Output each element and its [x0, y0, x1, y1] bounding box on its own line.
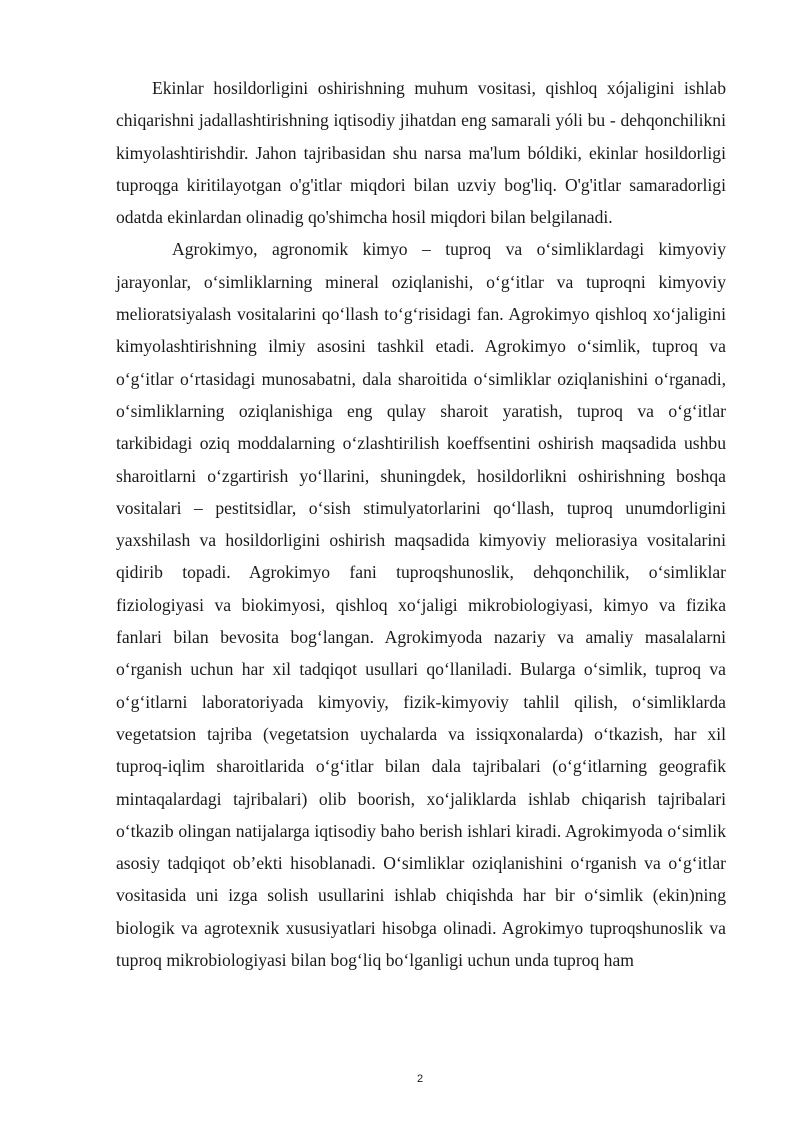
body-text — [116, 72, 726, 976]
paragraph-2: Agrokimyo, agronomik kimyo – tuproq va oʻsimliklardagi kimyoviy jarayonlar, oʻsimliklarning mineral oziqlanishi, oʻgʻitlar va tuproqni kimyoviy melioratsiyalash vositalarini qoʻllash toʻgʻrisidagi fan. Agrokimyo qishloq xoʻjaligini kimyolashtirishning ilmiy asosini tashkil etadi. Agrokimyo oʻsimlik, tuproq va oʻgʻitlar oʻrtasidagi munosabatni, dala sharoitida oʻsimliklar oziqlanishini oʻrganadi, oʻsimliklarning oziqlanishiga eng qulay sharoit yaratish, tuproq va oʻgʻitlar tarkibidagi oziq moddalarning oʻzlashtirilish koeffsentini oshirish maqsadida ushbu sharoitlarni oʻzgartirish yoʻllarini, shuningdek, hosildorlikni oshirishning boshqa vositalari – pestitsidlar, oʻsish stimulyatorlarini qoʻllash, tuproq unumdorligini yaxshilash va hosildorligini oshirish maqsadida kimyoviy meliorasiya vositalarini qidirib topadi. Agrokimyo fani tuproqshunoslik, dehqonchilik, oʻsimliklar fiziologiyasi va biokimyosi, qishloq xoʻjaligi mikrobiologiyasi, kimyo va fizika fanlari bilan bevosita bogʻlangan. Agrokimyoda nazariy va amaliy masalalarni oʻrganish uchun har xil tadqiqot usullari qoʻllaniladi. Bularga oʻsimlik, tuproq va oʻgʻitlarni laboratoriyada kimyoviy, fizik-kimyoviy tahlil qilish, oʻsimliklarda vegetatsion tajriba (vegetatsion uychalarda va issiqxonalarda) oʻtkazish, har xil tuproq-iqlim sharoitlarida oʻgʻitlar bilan dala tajribalari (oʻgʻitlarning geografik mintaqalardagi tajribalari) olib boorish, xoʻjaliklarda ishlab chiqarish tajribalari oʻtkazib olingan natijalarga iqtisodiy baho berish ishlari kiradi. Agrokimyoda oʻsimlik asosiy tadqiqot ob’ekti hisoblanadi. Oʻsimliklar oziqlanishini oʻrganish va oʻgʻitlar vositasida uni izga solish usullarini ishlab chiqishda har bir oʻsimlik (ekin)ning biologik va agrotexnik xususiyatlari hisobga olinadi. Agrokimyo tuproqshunoslik va tuproq mikrobiologiyasi bilan bogʻliq boʻlganligi uchun unda tuproq ham — [116, 239, 726, 971]
page-number: 2 — [416, 1073, 424, 1085]
paragraph-1: Ekinlar hosildorligini oshirishning muhum vositasi, qishloq xójaligini ishlab chiqarishni jadallashtirishning iqtisodiy jihatdan eng samarali yóli bu - dehqonchilikni kimyolashtirishdir. Jahon tajribasidan shu narsa ma'lum bóldiki, ekinlar hosildorligi tuproqga kiritilayotgan o'g'itlar miqdori bilan uzviy bog'liq. O'g'itlar samaradorligi odatda ekinlardan olinadig qo'shimcha hosil miqdori bilan belgilanadi. — [116, 78, 726, 228]
